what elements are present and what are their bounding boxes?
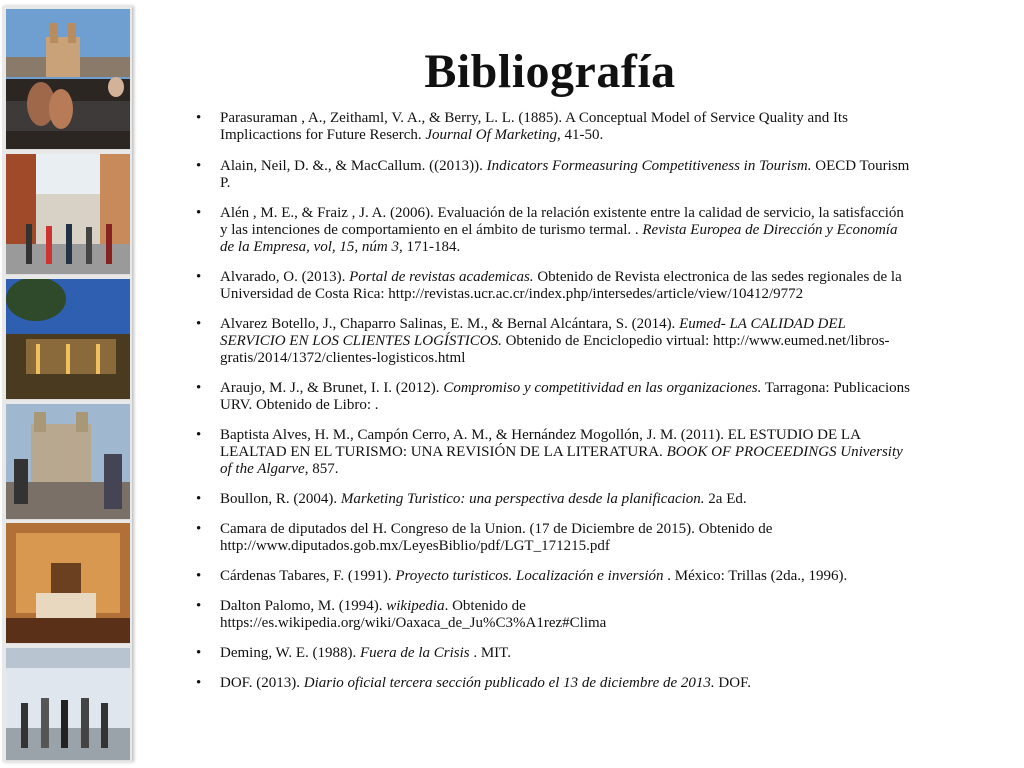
reference-item: • Boullon, R. (2004). Marketing Turistico: una perspectiva desde la planificacion. 2a Ed. <box>196 491 911 508</box>
photo-street-crowd <box>6 154 130 275</box>
reference-item: • Dalton Palomo, M. (1994). wikipedia. Obtenido de https://es.wikipedia.org/wiki/Oaxaca_de_Ju%C3%A1rez#Clima <box>196 598 911 632</box>
reference-item: • Deming, W. E. (1988). Fuera de la Crisis . MIT. <box>196 645 911 662</box>
page-title: Bibliografía <box>424 45 676 98</box>
reference-item: • DOF. (2013). Diario oficial tercera sección publicado el 13 de diciembre de 2013. DOF. <box>196 675 911 692</box>
reference-item: • Cárdenas Tabares, F. (1991). Proyecto turisticos. Localización e inversión . México: Trillas (2da., 1996). <box>196 568 911 585</box>
reference-item: • Alén , M. E., & Fraiz , J. A. (2006). Evaluación de la relación existente entre la calidad de servicio, la satisfacción y las intenciones de comportamiento en el ámbito de turismo termal. . Revista Europea de Dirección y Economía de la Empresa, vol, 15, núm 3, 171-184. <box>196 205 911 256</box>
reference-item: • Alain, Neil, D. &., & MacCallum. ((2013)). Indicators Formeasuring Competitiveness in Tourism. OECD Tourism P. <box>196 158 911 192</box>
photo-hotel-room <box>6 523 130 644</box>
reference-item: • Baptista Alves, H. M., Campón Cerro, A. M., & Hernández Mogollón, J. M. (2011). EL ESTUDIO DE LA LEALTAD EN EL TURISMO: UNA REVISIÓN DE LA LITERATURA. BOOK OF PROCEEDINGS University of the Algarve, 857. <box>196 427 911 478</box>
reference-item: • Araujo, M. J., & Brunet, I. I. (2012). Compromiso y competitividad en las organizaciones. Tarragona: Publicacions URV. Obtenido de Libro: . <box>196 380 911 414</box>
reference-item: • Parasuraman , A., Zeithaml, V. A., & Berry, L. L. (1885). A Conceptual Model of Service Quality and Its Implicactions for Future Reserch. Journal Of Marketing, 41-50. <box>196 110 911 144</box>
photo-church-facade <box>6 404 130 520</box>
photo-corridor-crowd <box>6 648 130 761</box>
photo-garden-dusk <box>6 279 130 400</box>
photo-cathedral-pool <box>6 9 130 150</box>
reference-item: • Alvarez Botello, J., Chaparro Salinas, E. M., & Bernal Alcántara, S. (2014). Eumed- LA CALIDAD DEL SERVICIO EN LOS CLIENTES LOGÍSTICOS. Obtenido de Enciclopedio virtual: http://www.eumed.net/libros-gratis/2014/1372/clientes-logisticos.html <box>196 316 911 367</box>
photo-strip <box>2 6 132 762</box>
reference-item: • Alvarado, O. (2013). Portal de revistas academicas. Obtenido de Revista electronica de las sedes regionales de la Universidad de Costa Rica: http://revistas.ucr.ac.cr/index.php/intersedes/article/view/10412/9772 <box>196 269 911 303</box>
reference-list <box>196 110 911 692</box>
reference-item: • Camara de diputados del H. Congreso de la Union. (17 de Diciembre de 2015). Obtenido de http://www.diputados.gob.mx/LeyesBiblio/pdf/LGT_171215.pdf <box>196 521 911 555</box>
